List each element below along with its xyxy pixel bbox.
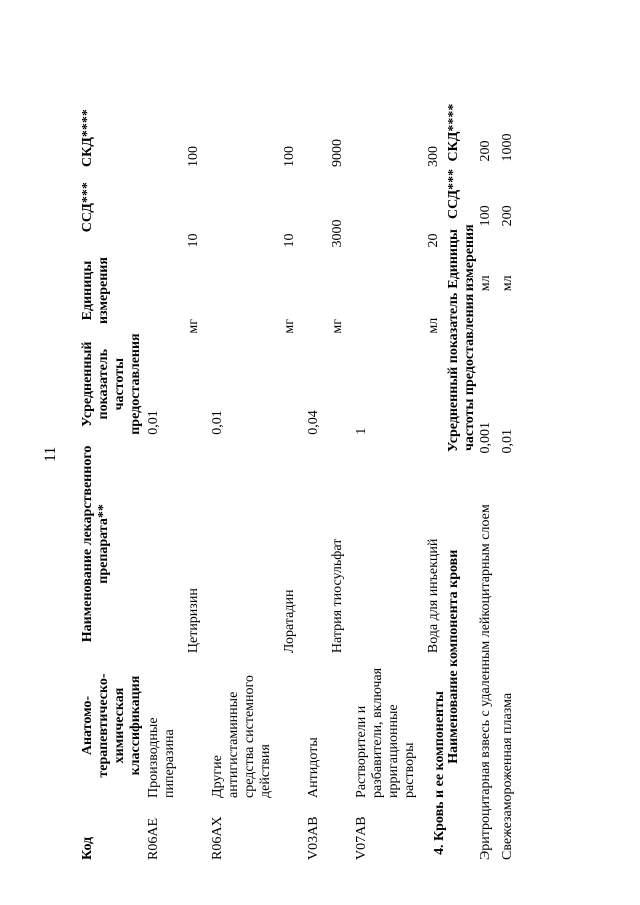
cell-unit [354, 247, 426, 333]
cell-drug [210, 435, 282, 653]
cell-component-name: Эритроцитарная взвесь с удаленным лейкоцитарным слоем [478, 504, 493, 860]
cell-unit [306, 247, 330, 333]
cell-skd: 100 [186, 145, 201, 167]
cell-code [282, 798, 306, 860]
table-row [210, 75, 282, 860]
cell-skd: 9000 [330, 138, 345, 167]
cell-atc: Другие антигистаминные средства системного действия [210, 675, 273, 798]
cell-unit [146, 247, 186, 333]
cell-skd [354, 75, 426, 167]
cell-drug: Цетиризин [186, 588, 201, 654]
table-row [500, 75, 522, 860]
cell-skd: 300 [426, 145, 441, 167]
blood-components-table [446, 75, 522, 860]
page-number: 11 [42, 446, 59, 462]
cell-ssd [146, 167, 186, 247]
cell-code [330, 798, 354, 860]
cell-skd [306, 75, 330, 167]
cell-code: R06AX [210, 816, 225, 860]
cell-atc: Производные пиперазина [146, 717, 177, 798]
cell-drug [146, 435, 186, 653]
cell-skd: 100 [282, 145, 297, 167]
cell-unit: мг [330, 319, 345, 334]
cell-unit: мг [186, 319, 201, 334]
cell-ssd: 100 [478, 205, 493, 227]
cell-atc: Антидоты [306, 737, 321, 798]
cell-freq: 0,04 [306, 410, 321, 435]
header-skd: СКД**** [446, 103, 461, 162]
cell-ssd: 200 [500, 205, 515, 227]
table-row [478, 75, 500, 860]
cell-drug [306, 435, 330, 653]
cell-ssd [354, 167, 426, 247]
header-unit: Единицы измерения [80, 257, 111, 325]
cell-freq: 0,01 [210, 410, 225, 435]
cell-ssd: 20 [426, 233, 441, 248]
cell-freq [330, 334, 354, 435]
cell-freq: 0,01 [500, 428, 515, 454]
cell-freq: 0,001 [478, 421, 493, 454]
cell-unit: мл [500, 275, 515, 292]
cell-code [186, 798, 210, 860]
cell-unit: мл [478, 275, 493, 292]
cell-ssd [306, 167, 330, 247]
cell-atc [330, 653, 354, 798]
cell-skd: 1000 [500, 133, 515, 162]
cell-freq: 1 [354, 427, 369, 435]
table-row [186, 75, 210, 860]
cell-drug: Лоратадин [282, 589, 297, 654]
table-row [282, 75, 306, 860]
drug-table-header [80, 75, 146, 860]
cell-code: R06AE [146, 818, 161, 860]
table-row [354, 75, 426, 860]
cell-atc: Растворители и разбавители, включая ирригационные растворы [354, 667, 417, 798]
cell-unit [210, 247, 282, 333]
section-title: 4. Кровь и ее компоненты [432, 691, 447, 855]
cell-drug [354, 435, 426, 653]
header-unit: Единицы измерения [446, 224, 477, 292]
header-ssd: ССД*** [446, 168, 461, 220]
table-row [306, 75, 330, 860]
cell-drug: Натрия тиосульфат [330, 538, 345, 654]
cell-unit: мг [282, 319, 297, 334]
blood-table-header [446, 75, 478, 860]
cell-drug: Вода для инъекций [426, 538, 441, 654]
table-row [330, 75, 354, 860]
cell-freq [186, 334, 210, 435]
cell-skd [146, 75, 186, 167]
cell-atc [282, 653, 306, 798]
header-atc: Анатомо-терапевтическо-химическая классификация [80, 673, 143, 778]
drug-table [80, 75, 450, 860]
cell-skd: 200 [478, 140, 493, 162]
header-code: Код [80, 836, 95, 860]
cell-skd [210, 75, 282, 167]
cell-ssd: 10 [186, 233, 201, 248]
cell-ssd: 10 [282, 233, 297, 248]
rotated-page-content [80, 60, 580, 860]
header-ssd: ССД*** [80, 182, 95, 233]
table-row [146, 75, 186, 860]
cell-ssd [210, 167, 282, 247]
cell-code: V03AB [306, 816, 321, 860]
cell-component-name: Свежезамороженная плазма [500, 692, 515, 860]
cell-code: V07AB [354, 816, 369, 860]
header-freq: Усредненный показатель частоты предоставления [80, 333, 143, 435]
cell-freq [282, 334, 306, 435]
cell-ssd: 3000 [330, 219, 345, 248]
cell-unit: мл [426, 317, 441, 334]
cell-atc [186, 653, 210, 798]
header-drug: Наименование лекарственного препарата** [80, 445, 111, 643]
header-component-name: Наименование компонента крови [446, 549, 461, 764]
header-skd: СКД**** [80, 109, 95, 167]
cell-freq: 0,01 [146, 410, 161, 435]
header-freq: Усредненный показатель частоты предоставления [446, 292, 477, 453]
